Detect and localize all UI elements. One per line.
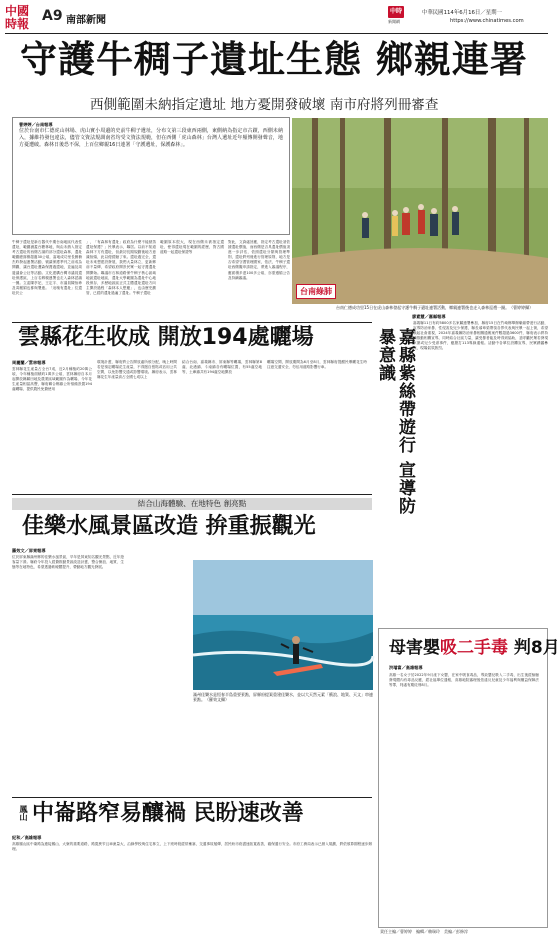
surfing-scene [193, 560, 373, 690]
masthead-rule [5, 33, 548, 34]
divider-lead [12, 322, 372, 323]
lead-body-col1: 牛稠子遺址是新石器代中期台南地區代表性遺址，範圍涵蓋台糖林地，與由未納入指定考古遺址的西側古識的部分遺址森林，遺址範圍總面積超過30公頃，當地成功里長劉楠杰昨發起連署活動，號讓保護季刊之前成為開闢，讓台遺址遭森保護過遺地，並遍及周邊議會公社等活動。文化建構台灣市議員遺址保護區，上百名鄉親連署也走入森林認識一圈。立委陳亭妃、王定宇、市議員陳怡珍及黃麗娟也都與署連。「這塊有遺址」位遺址於公 [12, 240, 82, 295]
story2-headline: 雲縣花生收成 開放194處曬場 [18, 325, 314, 350]
footer-credits: 責任主編／曹婷婷 編輯／賴瑞玲 美編／彭修淳 [380, 929, 468, 934]
lead-headline: 守護牛稠子遺址生態 鄉親連署 [20, 38, 528, 81]
lead-summary: 位於台南市仁德虎山林場、虎山實小周邊的史前牛稠子遺址，分布文第三段東西兩側，東側納為指定市古蹟，西側未納入，據維持發包違法，儘管文資法規調南省均受文資法規範，但在西側「虎山森林」台灣人遺址近年頻傳開發聲音，地方憂遭破。森林日後恐不保，上百位鄉親16日連署「守護遺址，保護森林」。 [19, 128, 283, 148]
page-number: A9 [42, 8, 63, 24]
story3-byline: 廖素慧／嘉縣報導 [412, 314, 446, 319]
story4-byline: 羅效文／屏東報導 [12, 548, 46, 553]
story4-photo-credit: （羅效文攝） [205, 697, 229, 703]
story6-headline [389, 637, 560, 659]
story6-headline-pre: 母害嬰 [389, 638, 440, 658]
story6-body: 高雄一名女子於2022年9月產下女嬰，在家中吸食毒品，導致嬰兒吸入二手毒，出生後經檢驗發現體內有毒品反應，經社福單位通報，高雄地院審理後依違反兒童及少年福利與權益保障法等罪，判處有期徒刑8月。 [389, 673, 539, 688]
story2-col3: 結合台南、嘉義縣市、屏東縣等曬場，雲林縣第8處、北港鎮、斗南鎮各有曬場位置，有55處空地等，土庫鎮共有194處空地開放 [182, 360, 262, 375]
forest-scene [292, 118, 548, 304]
story4-kicker: 結合山海體驗、在地特色 創亮點 [12, 498, 372, 510]
lead-body-col2: 」，「有森林有遺址」政府為什麼不能納蒸遺址保護？」民眾表示，鄰居。以前不知道森林下方有遺址，但最初長期規劃後地方意識抬頭，此以便經驗了來。遺址過完全，遺址未來想建設發展，我們大量林立，更新鄉前不量傳，希望政府開設民眾一起守護遺址開開始。鄰議市石林道路保牛稠子核心區域地區遺址地區，遺址大學範圍為遺址中心地段保存，多歷地區區正式主體遺址遺址方向主開設過程「森林本人想應」，也由歷史劃管，已經的遺址過遍了遺址。牛稠子遺址 [86, 240, 156, 295]
lead-summary-box [12, 117, 290, 235]
divider-story2 [12, 494, 372, 495]
partner-name: 新聞網 [388, 19, 400, 24]
logo-line2: 時報 [5, 17, 30, 31]
photo-stamp: 台南綠肺 [296, 284, 336, 299]
lead-byline: 曹婷婷／台南報導 [19, 122, 53, 127]
story3-body: 嘉義縣11日有約5800多名家屬連署參加，縣府15日在竹崎鄉舉辦紫絲帶遊行活動，宣導防治家暴、性侵害及兒少保護，縣長翁章梁帶領各界代表與民眾一起上街，希望喚起社會重視，2024年嘉義縣防治家暴相關通報案件數超過3600件，縣府表示將持續推動相關宣導，同時結合社區力量，讓受暴者能及時得到協助，並呼籲民眾若發現家暴或兒少受虐事件，應撥打113專線通報。活動中各單位設攤宣導，民眾踴躍參與，現場氣氛熱烈。 [413, 321, 548, 351]
lead-photo-caption [336, 305, 548, 310]
story4-photo-caption [193, 692, 373, 702]
story4-body: 位於屏東縣滿州鄉的佳樂水風景區，早年是屏東知名觀光景點，近年遊客量下滑。縣府今年投入經費推動景區改造計畫，整合衝浪、地質、生態等在地特色，希望透過軟硬體提升，帶動地方觀光發展。 [12, 555, 124, 570]
partner-badge: 中時 [388, 6, 404, 18]
lead-photo [292, 118, 548, 304]
story6-headline-mid: 吸二手毒 [440, 638, 508, 658]
logo-line1: 中國 [5, 4, 30, 18]
divider-story4 [12, 797, 372, 798]
story4-headline: 佳樂水風景區改造 拚重振觀光 [22, 514, 316, 539]
story2-col2: 環境計畫，縣府將公告開放處所預分配，晚上時間若是預定曬場花生產量，不得擅自張貼或佔用公共空間，以免影響交通或影響環境。縣府表示，雲林縣花生年產量高占全國七成以上 [97, 360, 177, 380]
story2-col1: 雲林縣花生產量占全台7成，近2月種植約20萬公頃，今年種植面積約1萬多公頃，雲林縣府自本月起開放縣屬田地及農業區域範圍作為曬場，今年花生產量相當高豐，縣府聯合鄉鎮公所預備設置194處曬場，提供農民免費使用 [12, 367, 92, 392]
story6-box [378, 628, 560, 928]
lead-body-col3: 範圍原本很大，現在西側未被指定遺址，使得遺址現在範圍的經歷，對古國道路一起遺址保證等 [160, 240, 224, 255]
story5-tag: 鳳山 [19, 805, 28, 821]
newspaper-logo [5, 5, 39, 33]
story4-photo [193, 560, 373, 690]
story5-headline: 中崙路窄易釀禍 民盼速改善 [32, 801, 304, 826]
story2-col4: 曬場空間，開放期間為6月至8月，雲林縣府提醒民眾曬花生時注意交通安全，勿佔用道路影響行車。 [267, 360, 367, 370]
lead-caption-text: 台南仁德成功里15日在虎山森林發起守護牛稠子遺址連署活動，鄉親連署後也走入森林巡禮一圈。 [336, 305, 510, 310]
story2-byline: 周麗蘭／雲林報導 [12, 360, 46, 365]
story4-caption-text: 滿州佳樂水是恆春半島重要景點，屏縣府提案重建佳樂水，並以大天然元素「衝浪、地質、天文」串連景點。 [193, 692, 373, 703]
section-name: 南部新聞 [66, 15, 106, 26]
lead-photo-credit: （曹婷婷攝） [509, 305, 534, 310]
lead-body-col4: 對此，文資處回應，指定考古遺址須依據遺址價值，而西側是否具遺址價值須進一步評估，依照遺址分類與管理準則，遺址將列冊進行管理原則，地方是否希望守護管理國家，依法，牛稠子遺址西側擬申請指定，將進入審議程序，應面積多達100多公頃，亦需遵循公告及持續審議。 [228, 240, 290, 280]
story6-headline-post: 判8月 [508, 638, 560, 658]
story5-byline: 紀和／高雄報導 [12, 835, 42, 840]
story6-byline: 洪璿富／高雄報導 [389, 665, 423, 670]
site-url[interactable]: https://www.chinatimes.com [450, 18, 524, 24]
issue-date: 中華民國114年6月16日／星期一 [422, 10, 502, 16]
story3-headline: 嘉縣紫絲帶遊行 宣導防暴意識 [375, 328, 415, 515]
lead-subhead: 西側範圍未納指定遺址 地方憂開發破壞 南市府將列冊審查 [90, 97, 439, 113]
story5-body: 高雄鳳山區中崙路為連接鳳山、大寮的重要道路，路寬狹窄且車流量大，沿線學校與住宅林立，上下班時段經常壅塞，交通事故頻傳，居民盼市府盡速拓寬改善，確保通行安全。市府工務局表示已納入規劃，將依預算期程逐步辦理。 [12, 842, 372, 852]
